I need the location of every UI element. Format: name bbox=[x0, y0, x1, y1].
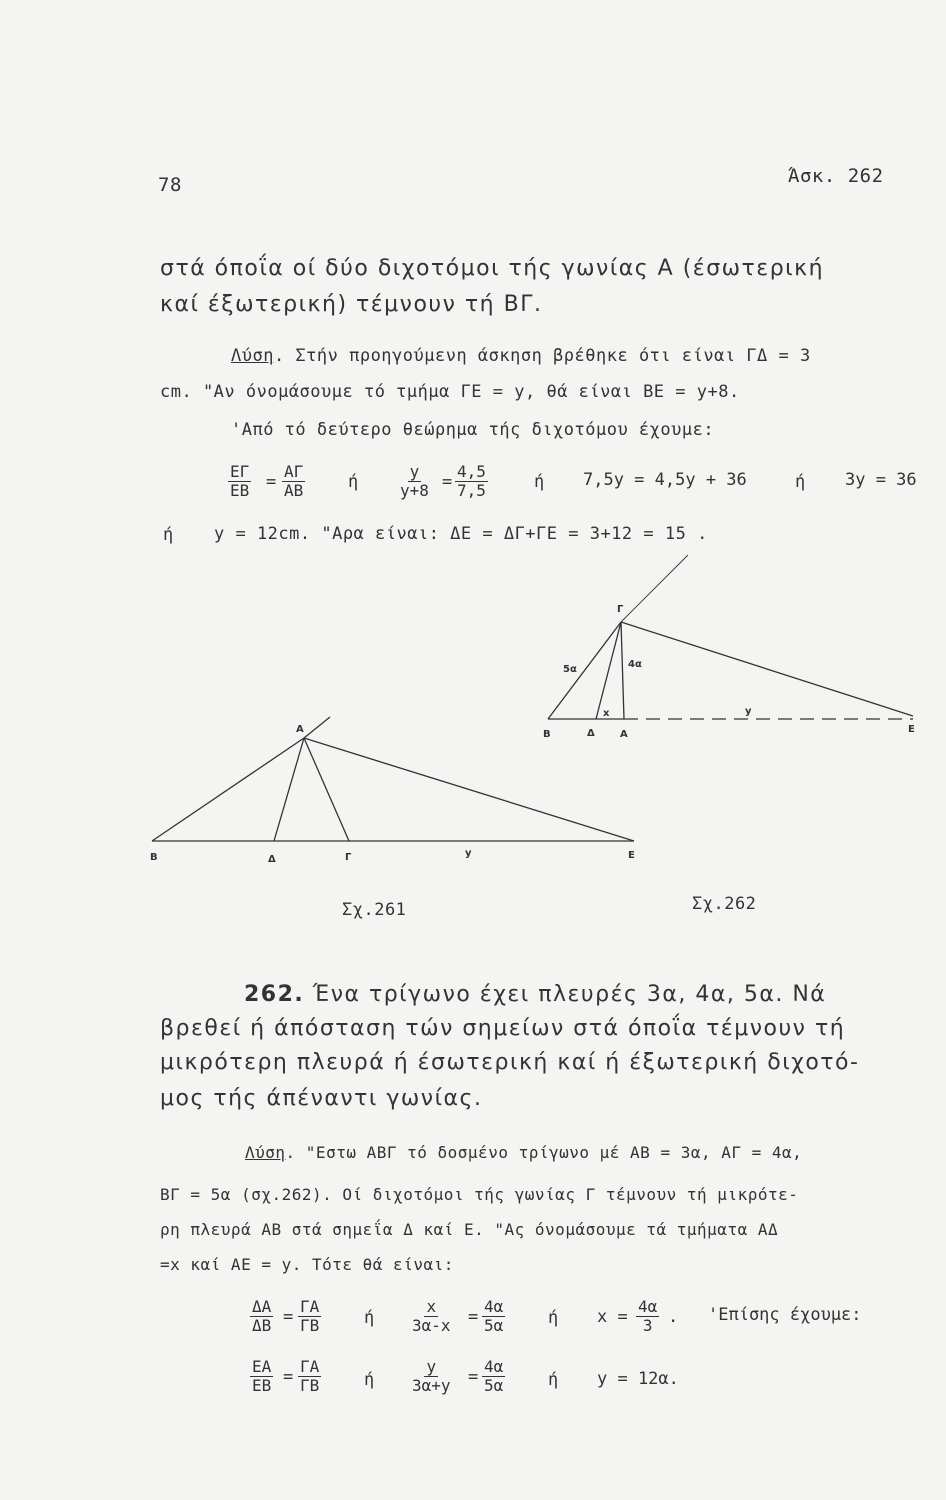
equals-sign: = bbox=[283, 1367, 294, 1387]
equals-sign: = bbox=[468, 1307, 479, 1327]
caption-261: Σχ.261 bbox=[342, 900, 407, 920]
relation-2: 3y = 36 bbox=[845, 470, 917, 490]
label-d: Δ bbox=[587, 728, 595, 739]
label-a: Α bbox=[296, 724, 304, 735]
line-dg bbox=[596, 622, 621, 719]
fraction-ga-gb: $\frac{\Gamma A}{\Gamma B}$ bbox=[300, 1357, 320, 1395]
problem-number: 262. bbox=[244, 982, 305, 1007]
line-ge bbox=[621, 622, 913, 716]
equals-sign: = bbox=[468, 1367, 479, 1387]
label-a: Α bbox=[620, 729, 628, 740]
page-number: 78 bbox=[158, 174, 182, 196]
label-g: Γ bbox=[345, 852, 352, 863]
label-e: Ε bbox=[628, 850, 635, 861]
fraction-4a-3: $\frac{4\alpha}{3}$ bbox=[638, 1297, 658, 1335]
equals-sign: = bbox=[283, 1307, 294, 1327]
problem-line-1 bbox=[244, 982, 826, 1007]
or-word: ή bbox=[364, 1308, 375, 1328]
period: . bbox=[668, 1307, 679, 1327]
line-ag bbox=[621, 622, 624, 719]
line-ba bbox=[152, 738, 304, 841]
line-ag bbox=[304, 738, 349, 841]
or-word: ή bbox=[795, 472, 806, 492]
solution-1-line-1-rest: . Στήν προηγούμενη άσκηση βρέθηκε ότι είναι ΓΔ = 3 bbox=[273, 346, 811, 366]
problem-line-2: βρεθεί ή άπόσταση τών σημείων στά όποΐα τέμνουν τή bbox=[160, 1016, 846, 1041]
line-ext bbox=[304, 717, 330, 738]
solution-1-final: y = 12cm. "Αρα είναι: ΔΕ = ΔΓ+ΓΕ = 3+12 = 15 . bbox=[214, 524, 708, 544]
fraction-y-y8: $\frac{y}{y+8}$ bbox=[400, 462, 429, 500]
label-b: Β bbox=[543, 729, 551, 740]
line-ext bbox=[621, 555, 688, 622]
fraction-45-75: $\frac{4,5}{7,5}$ bbox=[457, 462, 486, 500]
caption-262: Σχ.262 bbox=[692, 894, 757, 914]
fraction-ag-ab: $\frac{A\Gamma}{AB}$ bbox=[284, 462, 304, 500]
solution-2-line-2: ΒΓ = 5α (σχ.262). Οί διχοτόμοι τής γωνίας Γ τέμνουν τή μικρότε- bbox=[160, 1185, 799, 1204]
label-g: Γ bbox=[617, 604, 624, 615]
label-5a: 5α bbox=[563, 664, 577, 675]
problem-line-4: μος τής άπέναντι γωνίας. bbox=[160, 1086, 483, 1111]
or-word: ή bbox=[548, 1308, 559, 1328]
label-x: x bbox=[603, 708, 610, 719]
relation-1: 7,5y = 4,5y + 36 bbox=[583, 470, 747, 490]
solution-2-line-3: ρη πλευρά ΑΒ στά σημεΐα Δ καί Ε. "Ας όνομάσουμε τά τμήματα ΑΔ bbox=[160, 1220, 779, 1239]
or-word: ή bbox=[534, 472, 545, 492]
fraction-x-3a-x: $\frac{x}{3\alpha-x}$ bbox=[412, 1297, 451, 1335]
fraction-ga-gb: $\frac{\Gamma A}{\Gamma B}$ bbox=[300, 1297, 320, 1335]
fraction-4a-5a: $\frac{4\alpha}{5\alpha}$ bbox=[484, 1357, 504, 1395]
fraction-4a-5a: $\frac{4\alpha}{5\alpha}$ bbox=[484, 1297, 504, 1335]
or-word: ή bbox=[163, 525, 174, 545]
problem-line-1-rest: Ένα τρίγωνο έχει πλευρές 3α, 4α, 5α. Νά bbox=[304, 982, 827, 1007]
or-word: ή bbox=[548, 1370, 559, 1390]
fraction-eg-eb: $\frac{E\Gamma}{EB}$ bbox=[230, 462, 250, 500]
solution-2-line-4: =x καί ΑΕ = y. Τότε θά είναι: bbox=[160, 1255, 454, 1274]
label-d: Δ bbox=[268, 854, 276, 865]
label-b: Β bbox=[150, 852, 158, 863]
figure-262 bbox=[548, 555, 913, 719]
line-ae bbox=[304, 738, 634, 841]
solution-1-label: Λύση bbox=[231, 346, 274, 366]
label-y: y bbox=[465, 848, 472, 859]
result-y: y = 12α. bbox=[597, 1369, 679, 1389]
fraction-ea-eb: $\frac{EA}{EB}$ bbox=[252, 1357, 272, 1395]
problem-line-3: μικρότερη πλευρά ή έσωτερική καί ή έξωτερική διχοτό- bbox=[160, 1050, 860, 1075]
figure-261-labels bbox=[150, 724, 635, 865]
solution-1-line-3: 'Από τό δεύτερο θεώρημα τής διχοτόμου έχουμε: bbox=[231, 420, 715, 440]
label-4a: 4α bbox=[628, 659, 642, 670]
intro-line-2: καί έξωτερική) τέμνουν τή ΒΓ. bbox=[160, 292, 543, 317]
solution-2-label: Λύση bbox=[245, 1143, 286, 1162]
solution-2-line-1 bbox=[245, 1143, 802, 1162]
or-word: ή bbox=[364, 1370, 375, 1390]
or-word: ή bbox=[348, 472, 359, 492]
x-equals: x = bbox=[597, 1307, 628, 1327]
label-e: Ε bbox=[908, 724, 915, 735]
equals-sign: = bbox=[266, 472, 277, 492]
also-text: 'Επίσης έχουμε: bbox=[708, 1305, 862, 1325]
intro-line-1: στά όποΐα οί δύο διχοτόμοι τής γωνίας Α (έσωτερική bbox=[160, 256, 825, 281]
fraction-y-3a-y: $\frac{y}{3\alpha+y}$ bbox=[412, 1357, 451, 1395]
solution-2-line-1-rest: . "Εστω ΑΒΓ τό δοσμένο τρίγωνο μέ ΑΒ = 3α, ΑΓ = 4α, bbox=[285, 1143, 803, 1162]
exercise-reference: Άσκ. 262 bbox=[788, 165, 884, 187]
equals-sign: = bbox=[442, 472, 453, 492]
solution-1-line-2: cm. "Αν όνομάσουμε τό τμήμα ΓΕ = y, θά είναι ΒΕ = y+8. bbox=[160, 382, 740, 402]
label-y: y bbox=[745, 706, 752, 717]
figure-261 bbox=[152, 717, 634, 841]
line-ad bbox=[274, 738, 304, 841]
fraction-da-db: $\frac{\Delta A}{\Delta B}$ bbox=[252, 1297, 272, 1335]
line-bg bbox=[548, 622, 621, 719]
